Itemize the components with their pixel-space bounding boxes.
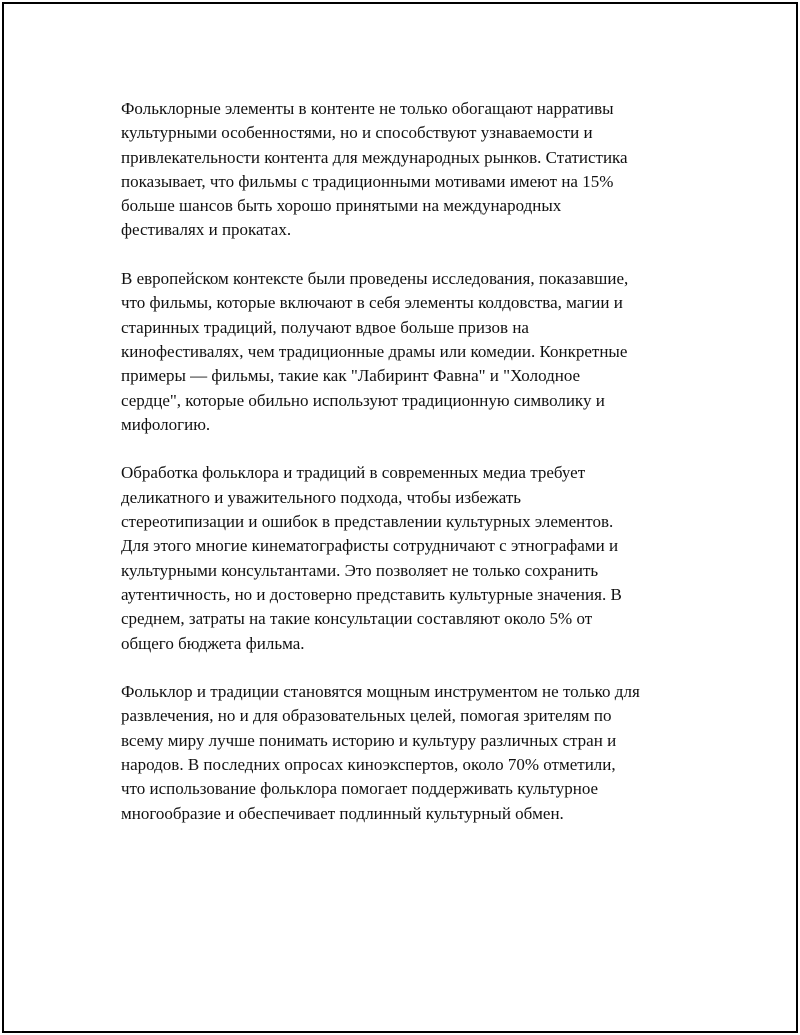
paragraph-1-line-6: фестивалях и прокатах.	[121, 220, 292, 240]
paragraph-3-line-4: Для этого многие кинематографисты сотрудничают с этнографами и	[121, 536, 619, 556]
paragraph-3-line-5: культурными консультантами. Это позволяет не только сохранить	[121, 560, 599, 580]
paragraph-3-line-2: деликатного и уважительного подхода, чтобы избежать	[121, 487, 522, 507]
paragraph-1-line-2: культурными особенностями, но и способствуют узнаваемости и	[121, 123, 593, 143]
paragraph-1	[121, 97, 691, 243]
paragraph-3-line-1: Обработка фольклора и традиций в современных медиа требует	[121, 463, 586, 483]
paragraph-2	[121, 267, 691, 437]
paragraph-2-line-2: что фильмы, которые включают в себя элементы колдовства, магии и	[121, 293, 623, 313]
paragraph-2-line-3: старинных традиций, получают вдвое больше призов на	[121, 317, 529, 337]
paragraph-2-line-6: сердце", которые обильно используют традиционную символику и	[121, 390, 605, 410]
paragraph-3-line-3: стереотипизации и ошибок в представлении культурных элементов.	[121, 512, 614, 532]
paragraph-3-line-8: общего бюджета фильма.	[121, 633, 305, 653]
paragraph-2-line-5: примеры — фильмы, такие как "Лабиринт Фавна" и "Холодное	[121, 366, 581, 386]
page-frame	[2, 2, 798, 1033]
paragraph-4-line-1: Фольклор и традиции становятся мощным инструментом не только для	[121, 682, 640, 702]
paragraph-4-line-3: всему миру лучше понимать историю и культуру различных стран и	[121, 730, 617, 750]
paragraph-4-line-5: что использование фольклора помогает поддерживать культурное	[121, 779, 599, 799]
paragraph-2-line-1: В европейском контексте были проведены исследования, показавшие,	[121, 269, 629, 289]
paragraph-1-line-4: показывает, что фильмы с традиционными мотивами имеют на 15%	[121, 171, 614, 191]
paragraph-4-line-6: многообразие и обеспечивает подлинный культурный обмен.	[121, 803, 564, 823]
paragraph-3	[121, 461, 691, 655]
paragraph-3-line-6: аутентичность, но и достоверно представить культурные значения. В	[121, 584, 622, 604]
paragraph-2-line-4: кинофестивалях, чем традиционные драмы или комедии. Конкретные	[121, 341, 628, 361]
paragraph-1-line-1: Фольклорные элементы в контенте не только обогащают нарративы	[121, 99, 614, 118]
document-body	[121, 97, 691, 850]
paragraph-1-line-5: больше шансов быть хорошо принятыми на международных	[121, 196, 562, 216]
paragraph-3-line-7: среднем, затраты на такие консультации составляют около 5% от	[121, 609, 593, 629]
paragraph-2-line-7: мифологию.	[121, 414, 211, 434]
paragraph-4-line-2: развлечения, но и для образовательных целей, помогая зрителям по	[121, 706, 612, 726]
paragraph-1-line-3: привлекательности контента для международных рынков. Статистика	[121, 147, 628, 167]
paragraph-4	[121, 680, 691, 826]
paragraph-4-line-4: народов. В последних опросах киноэкспертов, около 70% отметили,	[121, 755, 616, 775]
